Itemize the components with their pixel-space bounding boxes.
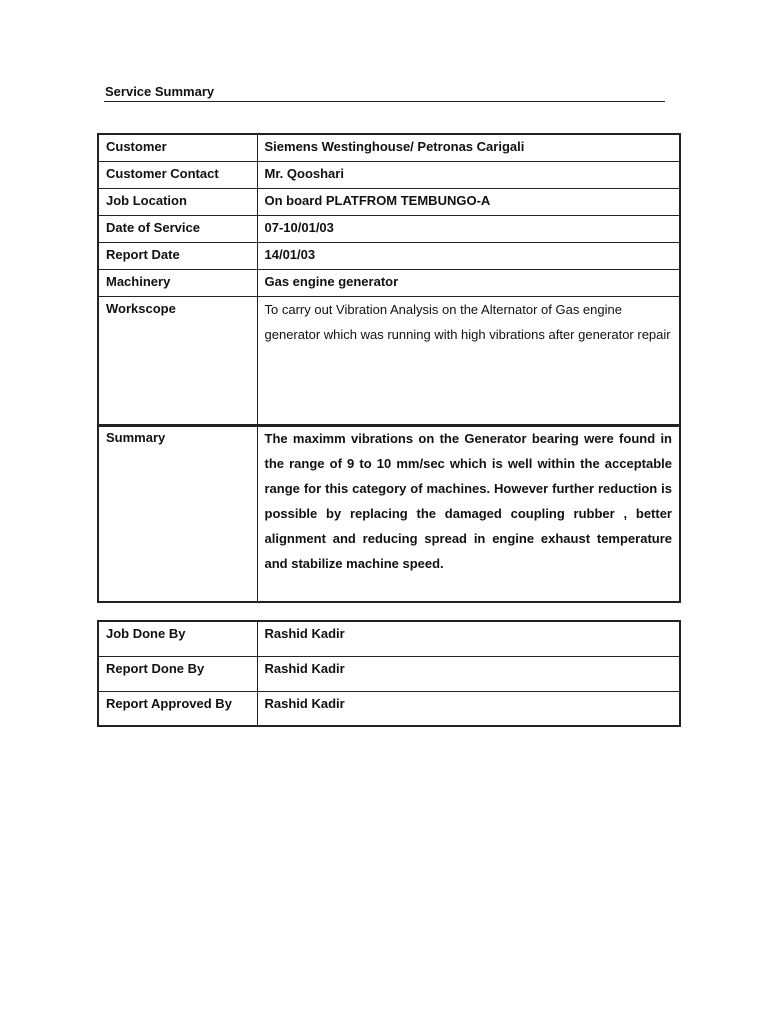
workscope-value: To carry out Vibration Analysis on the Alternator of Gas engine generator which was running with high vibrations after generator repair — [257, 296, 680, 426]
table-row — [98, 691, 680, 726]
table-row — [98, 188, 680, 215]
table-row — [98, 425, 680, 602]
customer-contact-label: Customer Contact — [98, 161, 257, 188]
section-heading: Service Summary — [104, 82, 665, 102]
job-done-by-label: Job Done By — [98, 621, 257, 656]
report-approved-by-value: Rashid Kadir — [257, 691, 680, 726]
report-date-label: Report Date — [98, 242, 257, 269]
report-done-by-label: Report Done By — [98, 656, 257, 691]
customer-contact-value: Mr. Qooshari — [257, 161, 680, 188]
customer-label: Customer — [98, 134, 257, 161]
workscope-label: Workscope — [98, 296, 257, 426]
table-row — [98, 621, 680, 656]
machinery-value: Gas engine generator — [257, 269, 680, 296]
machinery-label: Machinery — [98, 269, 257, 296]
table-row — [98, 269, 680, 296]
table-row — [98, 215, 680, 242]
table-row — [98, 161, 680, 188]
table-row — [98, 242, 680, 269]
job-done-by-value: Rashid Kadir — [257, 621, 680, 656]
job-location-value: On board PLATFROM TEMBUNGO-A — [257, 188, 680, 215]
summary-table — [97, 424, 681, 603]
service-details-table — [97, 133, 681, 427]
summary-text: The maximm vibrations on the Generator bearing were found in the range of 9 to 10 mm/sec which is well within the acceptable range for this category of machines. However further reduction is possible by replacing the damaged coupling rubber , better alignment and reducing spread in engine exhaust temperature and stabilize machine speed. — [257, 425, 680, 602]
table-row — [98, 134, 680, 161]
report-date-value: 14/01/03 — [257, 242, 680, 269]
summary-label: Summary — [98, 425, 257, 602]
table-row — [98, 296, 680, 426]
table-row — [98, 656, 680, 691]
signoff-table — [97, 620, 681, 727]
job-location-label: Job Location — [98, 188, 257, 215]
customer-value: Siemens Westinghouse/ Petronas Carigali — [257, 134, 680, 161]
date-of-service-label: Date of Service — [98, 215, 257, 242]
report-done-by-value: Rashid Kadir — [257, 656, 680, 691]
date-of-service-value: 07-10/01/03 — [257, 215, 680, 242]
report-approved-by-label: Report Approved By — [98, 691, 257, 726]
